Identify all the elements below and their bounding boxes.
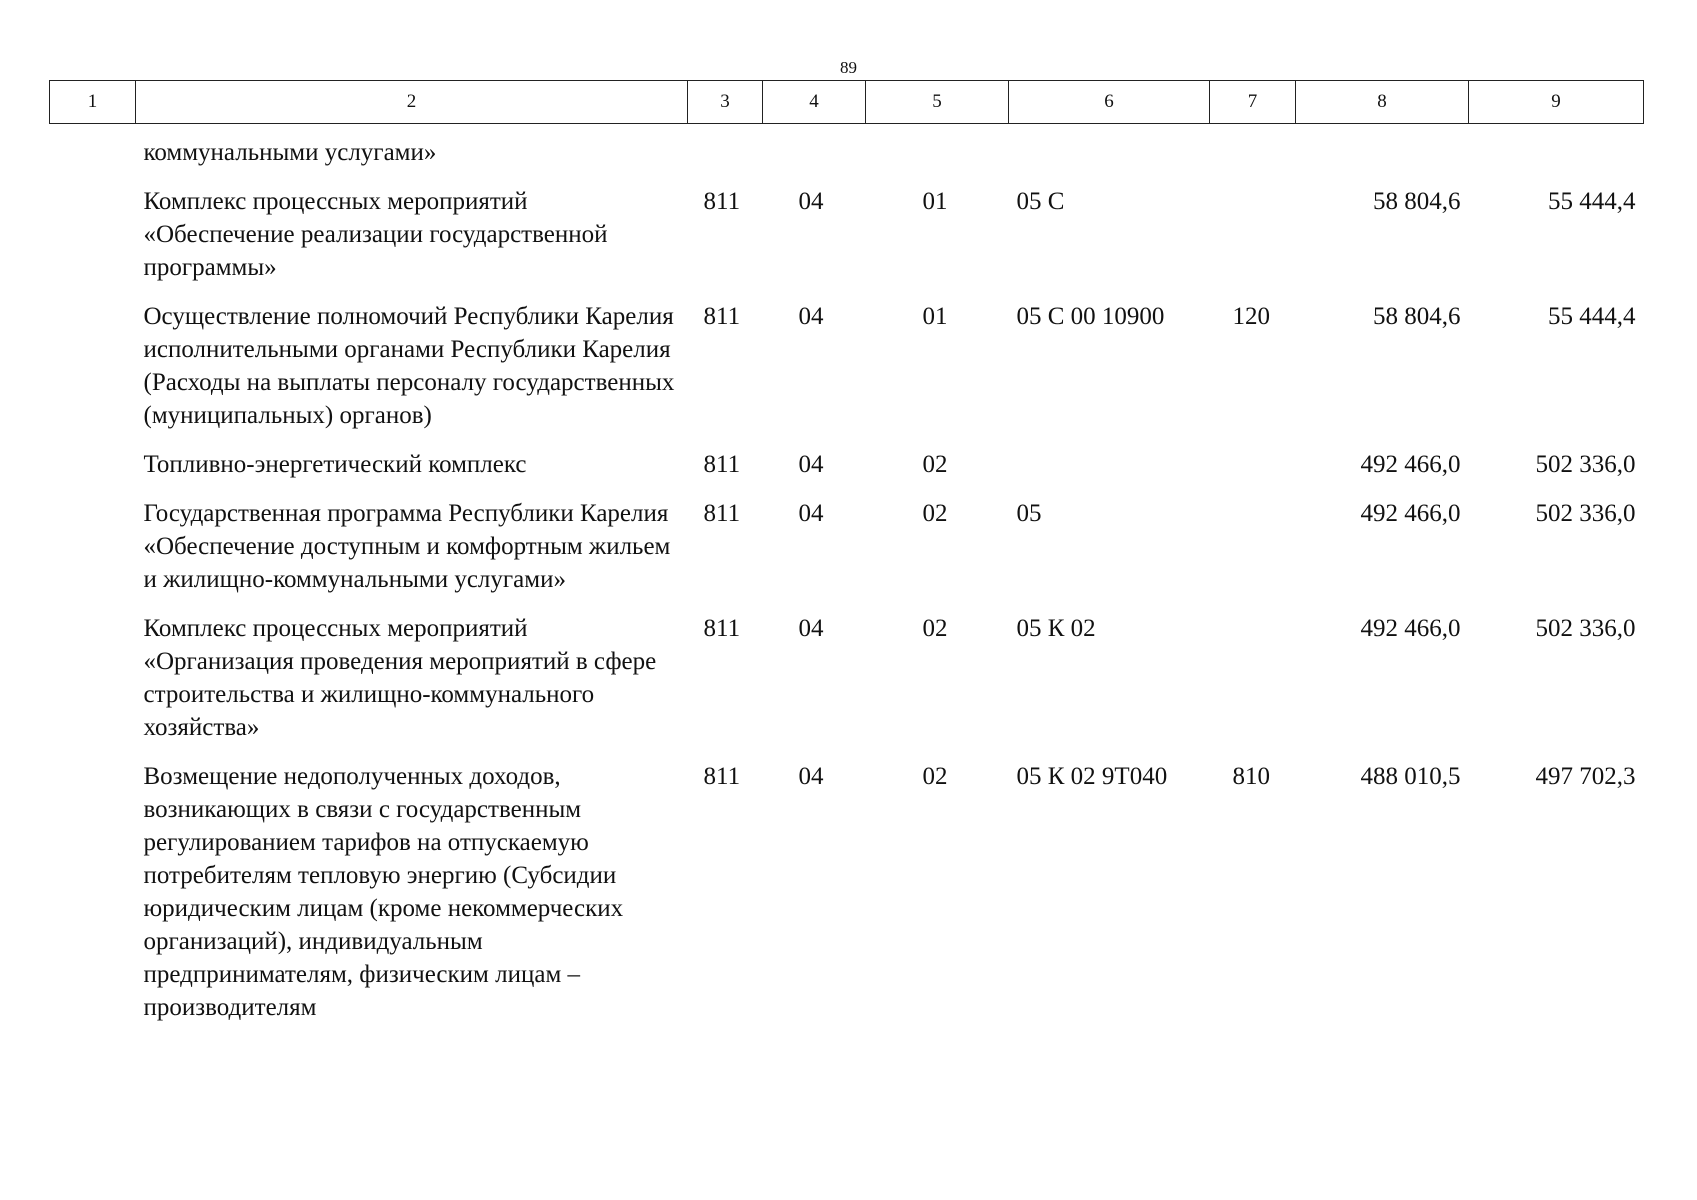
table-row xyxy=(50,448,1644,497)
row-col-4: 04 xyxy=(798,763,824,790)
row-col-1 xyxy=(50,612,136,760)
row-col-1 xyxy=(50,185,136,300)
row-col-8: 58 804,6 xyxy=(1373,188,1461,215)
row-col-4: 04 xyxy=(798,500,824,527)
header-col-2: 2 xyxy=(136,81,688,124)
row-col-1 xyxy=(50,497,136,612)
header-col-3: 3 xyxy=(688,81,763,124)
row-col-5: 02 xyxy=(922,615,948,642)
row-col-7 xyxy=(1210,497,1296,612)
row-name: Государственная программа Республики Карелия «Обеспечение доступным и комфортным жильем и жилищно-коммунальными услугами» xyxy=(143,500,671,593)
row-col-8: 492 466,0 xyxy=(1360,451,1461,478)
row-col-6 xyxy=(1009,124,1210,186)
row-col-9: 55 444,4 xyxy=(1548,188,1636,215)
row-col-7: 810 xyxy=(1232,763,1270,790)
row-col-4: 04 xyxy=(798,303,824,330)
table-row xyxy=(50,497,1644,612)
row-col-6: 05 К 02 9Т040 xyxy=(1016,763,1168,790)
row-col-8: 492 466,0 xyxy=(1360,500,1461,527)
table-row xyxy=(50,185,1644,300)
row-col-9: 502 336,0 xyxy=(1535,615,1636,642)
row-col-1 xyxy=(50,124,136,186)
row-col-5: 02 xyxy=(922,451,948,478)
row-col-6 xyxy=(1009,448,1210,497)
row-col-6: 05 С 00 10900 xyxy=(1016,303,1165,330)
table-row xyxy=(50,760,1644,1040)
row-col-6: 05 К 02 xyxy=(1016,615,1096,642)
header-col-8: 8 xyxy=(1296,81,1469,124)
table-row xyxy=(50,300,1644,448)
row-col-4: 04 xyxy=(798,451,824,478)
row-col-4: 04 xyxy=(798,615,824,642)
row-col-1 xyxy=(50,448,136,497)
row-col-1 xyxy=(50,760,136,1040)
row-col-9: 502 336,0 xyxy=(1535,451,1636,478)
row-col-6: 05 xyxy=(1016,500,1042,527)
row-col-5: 01 xyxy=(922,303,948,330)
row-col-7 xyxy=(1210,612,1296,760)
row-col-9 xyxy=(1469,124,1644,186)
budget-table xyxy=(49,80,1644,1040)
page-number: 89 xyxy=(840,58,857,77)
row-col-4 xyxy=(763,124,866,186)
row-col-3: 811 xyxy=(703,763,741,790)
row-name: коммунальными услугами» xyxy=(143,139,437,166)
row-col-4: 04 xyxy=(798,188,824,215)
table-body xyxy=(50,124,1644,1041)
row-col-7: 120 xyxy=(1232,303,1270,330)
row-col-8: 492 466,0 xyxy=(1360,615,1461,642)
row-col-1 xyxy=(50,300,136,448)
row-name: Осуществление полномочий Республики Карелия исполнительными органами Республики Карелия (Расходы на выплаты персоналу государственных (муниципальных) органов) xyxy=(143,303,675,429)
row-col-9: 55 444,4 xyxy=(1548,303,1636,330)
row-col-3: 811 xyxy=(703,303,741,330)
row-name: Комплекс процессных мероприятий «Организация проведения мероприятий в сфере строительства и жилищно-коммунального хозяйства» xyxy=(143,615,657,741)
row-col-8 xyxy=(1296,124,1469,186)
row-name: Комплекс процессных мероприятий «Обеспечение реализации государственной программы» xyxy=(143,188,608,281)
row-col-9: 502 336,0 xyxy=(1535,500,1636,527)
row-col-5: 02 xyxy=(922,500,948,527)
row-col-6: 05 С xyxy=(1016,188,1065,215)
row-col-8: 488 010,5 xyxy=(1360,763,1461,790)
row-col-5: 02 xyxy=(922,763,948,790)
row-col-8: 58 804,6 xyxy=(1373,303,1461,330)
header-col-6: 6 xyxy=(1009,81,1210,124)
row-col-5 xyxy=(866,124,1009,186)
table-header xyxy=(50,81,1644,124)
table-row xyxy=(50,612,1644,760)
row-col-3: 811 xyxy=(703,451,741,478)
header-col-9: 9 xyxy=(1469,81,1644,124)
table-row xyxy=(50,124,1644,186)
row-col-9: 497 702,3 xyxy=(1535,763,1636,790)
row-col-3: 811 xyxy=(703,500,741,527)
header-col-7: 7 xyxy=(1210,81,1296,124)
row-col-3 xyxy=(688,124,763,186)
row-col-3: 811 xyxy=(703,615,741,642)
row-col-5: 01 xyxy=(922,188,948,215)
header-col-5: 5 xyxy=(866,81,1009,124)
row-col-7 xyxy=(1210,124,1296,186)
row-name: Топливно-энергетический комплекс xyxy=(143,451,527,478)
row-col-3: 811 xyxy=(703,188,741,215)
row-col-7 xyxy=(1210,185,1296,300)
header-col-1: 1 xyxy=(50,81,136,124)
row-name: Возмещение недополученных доходов, возникающих в связи с государственным регулированием тарифов на отпускаемую потребителям тепловую энергию (Субсидии юридическим лицам (кроме некоммерческих организаций), индивидуальным предпринимателям, физическим лицам – производителям xyxy=(143,763,624,1021)
header-row xyxy=(50,81,1644,124)
header-col-4: 4 xyxy=(763,81,866,124)
row-col-7 xyxy=(1210,448,1296,497)
